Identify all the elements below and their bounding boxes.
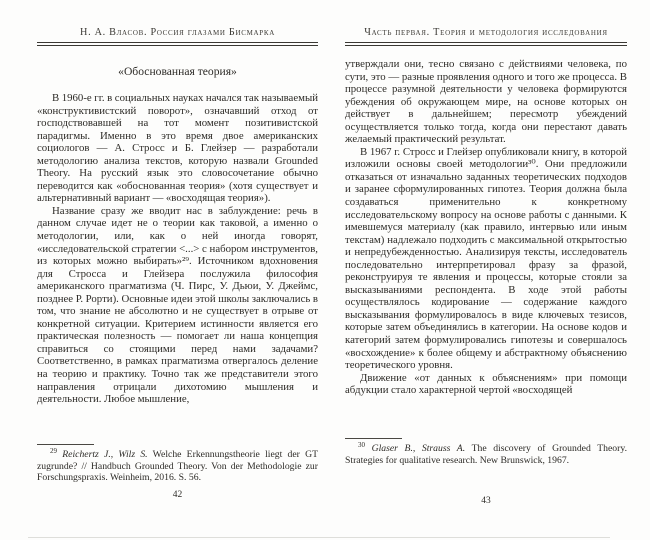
body-paragraph: утверждали они, тесно связано с действиями человека, по сути, это — разные проявления одного и того же процесса. В процессе разумной деятельности у человека формируются убеждения об окружающем мире, на основе которых он действует в дальнейшем; пересмотр убеждений осуществляется только тогда, когда они перестают давать желаемый практический результат. bbox=[345, 58, 627, 146]
footnote-separator bbox=[345, 438, 402, 439]
section-heading: «Обоснованная теория» bbox=[118, 65, 237, 78]
body-paragraph: Название сразу же вводит нас в заблуждение: речь в данном случае идет не о теории как таковой, а именно о методологии, или, как о ней иногда говорят, «исследовательской стратегии <...> с набором инструментов, из которых можно выбирать»²⁹. Источником вдохновения для Стросса и Глейзера послужила философия американского прагматизма (Ч. Пирс, У. Дьюи, У. Джеймс, позднее Р. Рорти). Основные идеи этой школы заключались в том, что знание не абсолютно и не существует в отрыве от конкретной ситуации. Критерием истинности является его практическая полезность — помогает ли наша концепция справиться со стоящими перед нами задачами? Соответственно, в рамках прагматизма отвергалось деление на теорию и практику. Точно так же представители этого направления отрицали дихотомию мышления и деятельности. Любое мышление, bbox=[37, 204, 318, 406]
footnote-block-right bbox=[345, 438, 627, 466]
footnote bbox=[345, 440, 627, 466]
footnote-marker: 29 bbox=[50, 446, 57, 455]
footnote-text: The discovery of Grounded Theory. Strategies for qualitative research. New Brunswick, 1967. bbox=[345, 443, 627, 466]
page-number-left: 42 bbox=[172, 490, 183, 500]
footnote-authors: Glaser B., Strauss A. bbox=[371, 443, 466, 454]
footnote bbox=[37, 446, 319, 484]
footnote-text: Welche Erkennungstheorie liegt der GT zugrunde? // Handbuch Grounded Theory. Von der Methodologie zur Forschungspraxis. Weinheim, 2016. S. 56. bbox=[37, 449, 319, 483]
scan-bottom-edge bbox=[28, 537, 610, 539]
left-page bbox=[37, 26, 318, 518]
running-head-right: Часть первая. Теория и методология исследования bbox=[364, 27, 608, 38]
footnote-separator bbox=[37, 444, 94, 445]
footnote-authors: Reichertz J., Wilz S. bbox=[62, 449, 148, 460]
right-page bbox=[345, 26, 627, 518]
footnote-marker: 30 bbox=[358, 440, 365, 449]
body-paragraph: В 1960-е гг. в социальных науках начался так называемый «конструктивистский поворот», означавший отход от господствовавшей на тот момент позитивистской парадигмы. Именно в это время двое американских социологов — А. Стросс и Б. Глейзер — разработали методологию анализа текстов, которую назвали Grounded Theory. На русский язык это словосочетание обычно переводится как «обоснованная теория» (хотя существует и альтернативный вариант — «восходящая теория»). bbox=[37, 92, 318, 205]
page-number-right: 43 bbox=[481, 496, 491, 506]
left-page-body bbox=[37, 46, 318, 441]
body-paragraph: В 1967 г. Стросс и Глейзер опубликовали книгу, в которой изложили основы своей методологии³⁰. Они предложили отказаться от изначально заданных теоретических подходов и заранее сформулированных гипотез. Теория должна была создаваться применительно к конкретному исследовательскому вопросу на основе работы с данными. К имевшемуся материалу (как правило, интервью или иным текстам) надлежало подходить с максимальной открытостью и непредубежденностью. Анализируя тексты, исследователь последовательно интерпретировал фразу за фразой, реконструируя те явления и процессы, которые стояли за высказываниями респондента. В ходе этой работы осуществлялось кодирование — содержание каждого высказывания формулировалось в виде ключевых тезисов, которые затем объединялись в категории. На основе кодов и категорий затем формулировались гипотезы и совершалось «восхождение» к более общему и абстрактному объяснению теоретического уровня. bbox=[345, 145, 627, 372]
running-head-left: Н. А. Власов. Россия глазами Бисмарка bbox=[80, 27, 275, 38]
footnote-block-left bbox=[37, 444, 318, 484]
right-page-body bbox=[345, 46, 627, 435]
body-paragraph: Движение «от данных к объяснениям» при помощи абдукции стало характерной чертой «восходящей bbox=[345, 371, 627, 397]
